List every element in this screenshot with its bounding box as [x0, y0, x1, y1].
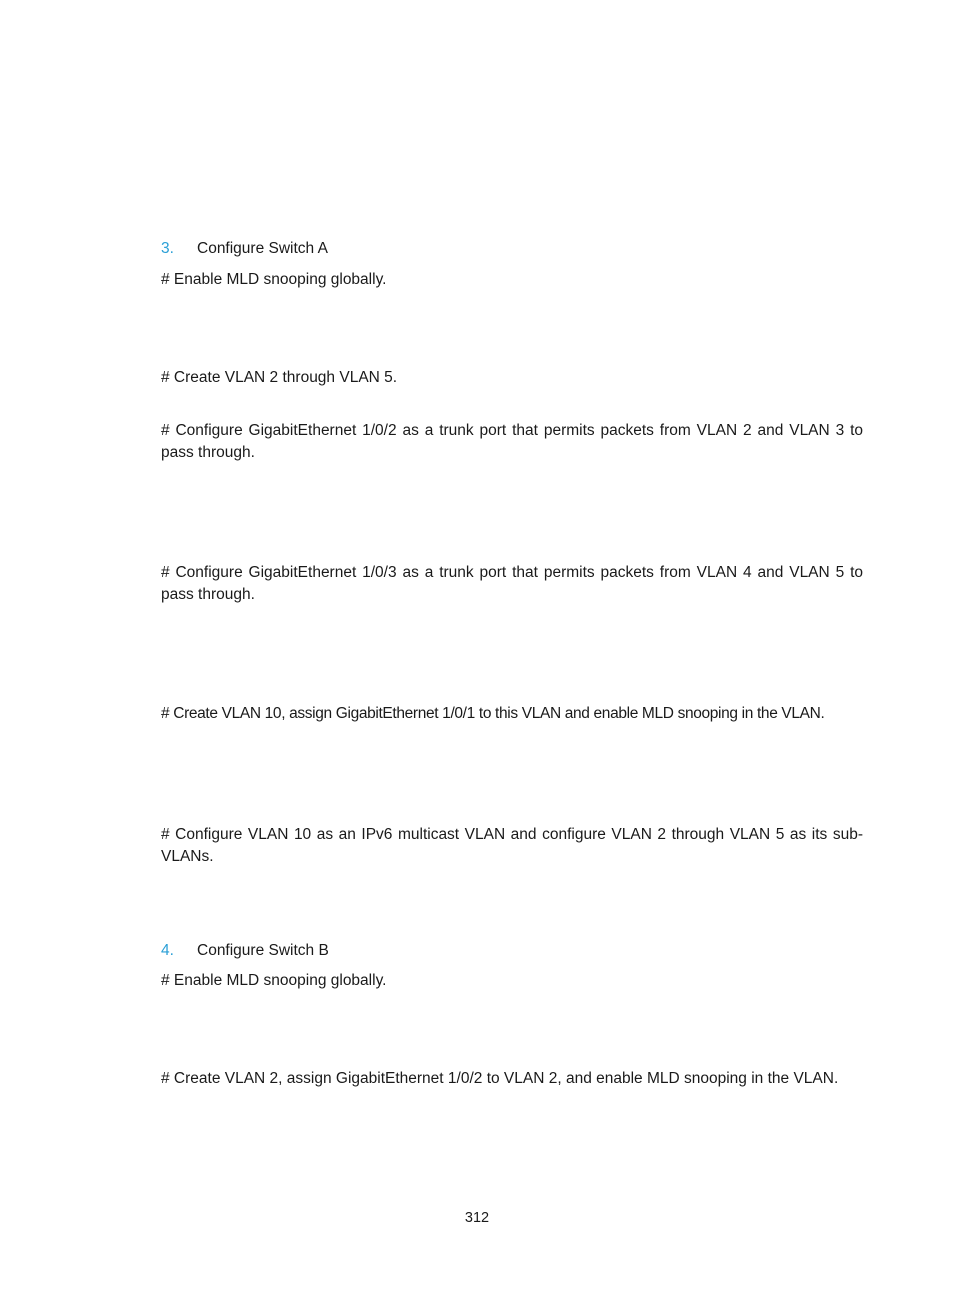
switch-a-multicast-vlan: # Configure VLAN 10 as an IPv6 multicast VLAN and configure VLAN 2 through VLAN 5 as its sub-VLANs. [161, 826, 863, 865]
switch-b-enable-mld: # Enable MLD snooping globally. [161, 972, 387, 989]
step-number: 4. [161, 942, 174, 959]
step-4-heading [161, 940, 329, 961]
step-number: 3. [161, 240, 174, 257]
step-3-heading [161, 238, 328, 259]
step-title: Configure Switch A [197, 240, 328, 257]
switch-a-enable-mld: # Enable MLD snooping globally. [161, 271, 387, 288]
switch-a-config-port2: # Configure GigabitEthernet 1/0/2 as a trunk port that permits packets from VLAN 2 and VLAN 3 to pass through. [161, 422, 863, 461]
page-number: 312 [464, 1210, 490, 1226]
switch-a-create-vlan10: # Create VLAN 10, assign GigabitEthernet 1/0/1 to this VLAN and enable MLD snooping in the VLAN. [161, 705, 825, 722]
switch-a-config-port3: # Configure GigabitEthernet 1/0/3 as a trunk port that permits packets from VLAN 4 and VLAN 5 to pass through. [161, 564, 863, 603]
step-title: Configure Switch B [197, 942, 329, 959]
switch-b-create-vlan2: # Create VLAN 2, assign GigabitEthernet 1/0/2 to VLAN 2, and enable MLD snooping in the VLAN. [161, 1070, 839, 1087]
switch-a-create-vlans: # Create VLAN 2 through VLAN 5. [161, 369, 398, 386]
